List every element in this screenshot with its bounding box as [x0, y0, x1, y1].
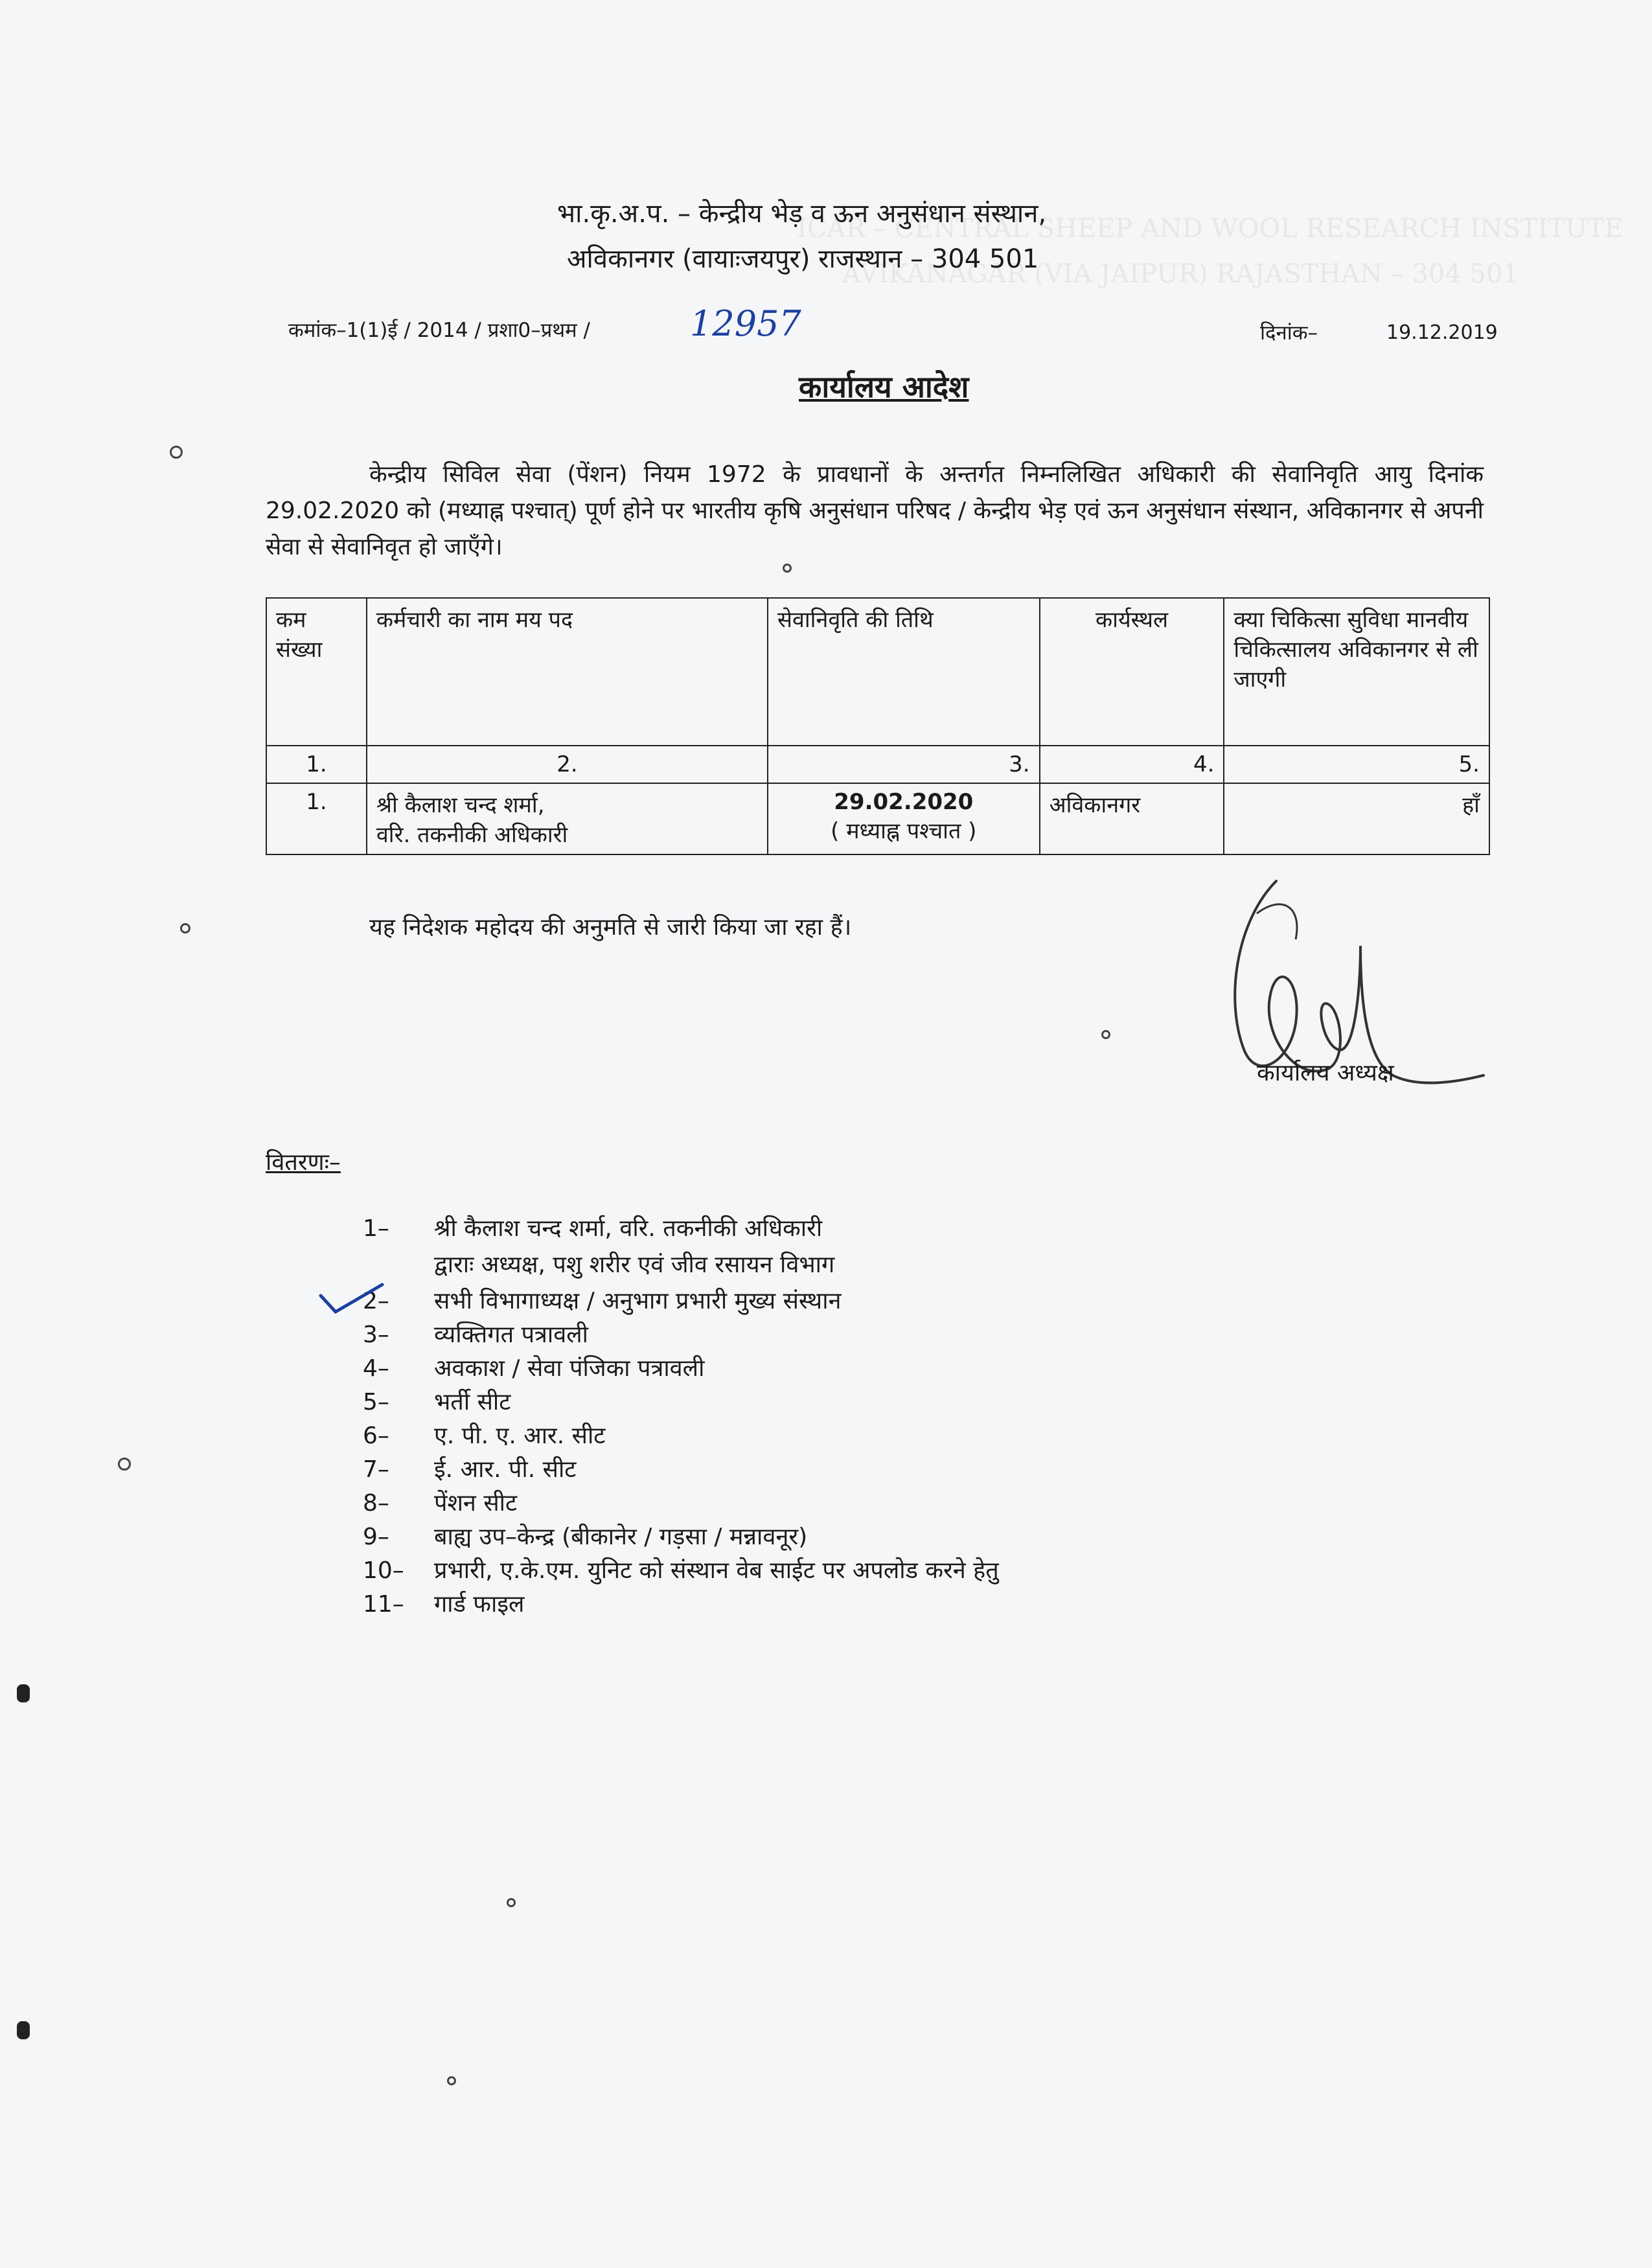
punch-hole-mark [170, 446, 183, 459]
item-number: 6– [363, 1423, 389, 1449]
punch-hole-mark [180, 923, 190, 934]
distribution-title: वितरणः– [266, 1149, 341, 1176]
item-text: बाह्य उप–केन्द्र (बीकानेर / गड़सा / मन्नावनूर) [434, 1524, 808, 1550]
list-item [363, 1284, 999, 1318]
header-date: सेवानिवृति की तिथि [768, 598, 1040, 746]
list-item [363, 1553, 999, 1587]
item-text: पेंशन सीट [434, 1490, 518, 1517]
row-place: अविकानगर [1040, 783, 1224, 854]
punch-hole-mark [447, 2076, 456, 2085]
item-text: व्यक्तिगत पत्रावली [434, 1322, 588, 1348]
item-number: 1– [363, 1215, 389, 1242]
item-number: 7– [363, 1456, 389, 1483]
margin-mark [17, 2021, 30, 2039]
item-number: 2– [363, 1288, 389, 1314]
item-text: श्री कैलाश चन्द शर्मा, वरि. तकनीकी अधिकारी [434, 1215, 823, 1242]
item-text: भर्ती सीट [434, 1389, 511, 1415]
list-item [363, 1248, 999, 1284]
date-value: 19.12.2019 [1386, 321, 1498, 344]
item-number: 9– [363, 1524, 389, 1550]
pen-tick-mark [317, 1279, 389, 1318]
margin-mark [17, 1684, 30, 1702]
table-row [266, 783, 1489, 854]
item-text: द्वाराः अध्यक्ष, पशु शरीर एवं जीव रसायन विभाग [434, 1252, 835, 1278]
retirement-date: 29.02.2020 [834, 789, 974, 815]
item-text: अवकाश / सेवा पंजिका पत्रावली [434, 1355, 705, 1382]
item-text: गार्ड फाइल [434, 1591, 525, 1618]
header-medical: क्या चिकित्सा सुविधा मानवीय चिकित्सालय अविकानगर से ली जाएगी [1224, 598, 1489, 746]
list-item [363, 1419, 999, 1452]
table-number-row [266, 746, 1489, 783]
item-number: 11– [363, 1591, 404, 1618]
table-header-row [266, 598, 1489, 746]
row-sno: 1. [266, 783, 367, 854]
date-label: दिनांक– [1260, 321, 1318, 345]
list-item [363, 1318, 999, 1351]
list-item [363, 1452, 999, 1486]
item-text: प्रभारी, ए.के.एम. युनिट को संस्थान वेब साईट पर अपलोड करने हेतु [434, 1557, 999, 1584]
row-medical: हाँ [1224, 783, 1489, 854]
punch-hole-mark [1101, 1030, 1110, 1039]
document-title: कार्यालय आदेश [799, 369, 969, 404]
punch-hole-mark [783, 564, 792, 573]
retirement-table [266, 597, 1490, 855]
institute-name-line1: भा.कृ.अ.प. – केन्द्रीय भेड़ व ऊन अनुसंधान संस्थान, [557, 199, 1047, 229]
punch-hole-mark [118, 1458, 131, 1471]
show-through-text: ICAR – CENTRAL SHEEP AND WOOL RESEARCH INSTITUTE [797, 214, 1623, 244]
list-item [363, 1211, 999, 1248]
item-number: 8– [363, 1490, 389, 1517]
punch-hole-mark [507, 1898, 516, 1907]
employee-name: श्री कैलाश चन्द शर्मा, [376, 792, 545, 818]
item-number: 4– [363, 1355, 389, 1382]
distribution-list [363, 1211, 999, 1621]
header-name: कर्मचारी का नाम मय पद [367, 598, 768, 746]
list-item [363, 1587, 999, 1621]
header-place: कार्यस्थल [1040, 598, 1224, 746]
order-paragraph: केन्द्रीय सिविल सेवा (पेंशन) नियम 1972 के प्रावधानों के अन्तर्गत निम्नलिखित अधिकारी की सेवानिवृति आयु दिनांक 29.02.2020 को (मध्याह्न पश्चात्) पूर्ण होने पर भारतीय कृषि अनुसंधान परिषद / केन्द्रीय भेड़ एवं ऊन अनुसंधान संस्थान, अविकानगर से अपनी सेवा से सेवानिवृत हो जाएँगे। [266, 461, 1484, 560]
handwritten-reference-number: 12957 [690, 303, 801, 344]
col-number: 1. [266, 746, 367, 783]
item-text: सभी विभागाध्यक्ष / अनुभाग प्रभारी मुख्य संस्थान [434, 1288, 842, 1314]
list-item [363, 1351, 999, 1385]
signatory-title: कार्यालय अध्यक्ष [1257, 1060, 1394, 1086]
col-number: 5. [1224, 746, 1489, 783]
col-number: 4. [1040, 746, 1224, 783]
item-text: ई. आर. पी. सीट [434, 1456, 577, 1483]
reference-number: कमांक–1(1)ई / 2014 / प्रशा0–प्रथम / [288, 319, 590, 342]
item-text: ए. पी. ए. आर. सीट [434, 1423, 606, 1449]
approval-note: यह निदेशक महोदय की अनुमति से जारी किया जा रहा हैं। [369, 914, 852, 941]
list-item [363, 1520, 999, 1553]
col-number: 3. [768, 746, 1040, 783]
item-number: 5– [363, 1389, 389, 1415]
col-number: 2. [367, 746, 768, 783]
row-date-cell [768, 783, 1040, 854]
item-number: 3– [363, 1322, 389, 1348]
institute-name-line2: अविकानगर (वायाःजयपुर) राजस्थान – 304 501 [567, 244, 1039, 274]
list-item [363, 1486, 999, 1520]
employee-designation: वरि. तकनीकी अधिकारी [376, 822, 568, 848]
signature-scribble [1199, 868, 1509, 1140]
show-through-text: AVIKANAGAR (VIA JAIPUR) RAJASTHAN – 304 501 [842, 259, 1519, 289]
item-number: 10– [363, 1557, 404, 1584]
header-sno: कम संख्या [266, 598, 367, 746]
retirement-date-note: ( मध्याह्न पश्चात ) [831, 818, 977, 844]
list-item [363, 1385, 999, 1419]
row-name-cell [367, 783, 768, 854]
